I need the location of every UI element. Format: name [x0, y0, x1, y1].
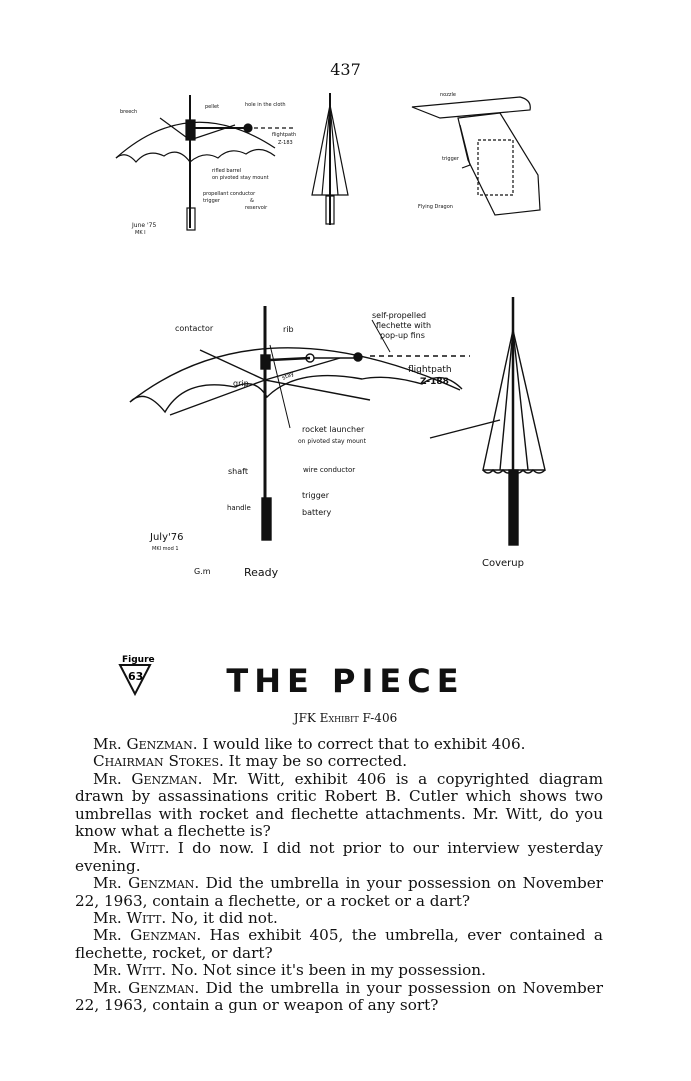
paragraph	[75, 875, 603, 910]
label-mark-1975: MK I	[135, 230, 146, 236]
label-shaft: shaft	[228, 467, 248, 476]
label-wire-conductor: wire conductor	[303, 466, 356, 474]
statement: Did the umbrella in your possession on November 22, 1963, contain a flechette, or a rocket or a dart?	[75, 874, 603, 910]
label-stay: stay	[280, 370, 296, 382]
statement: Mr. Witt, exhibit 406 is a copyrighted diagram drawn by assassinations critic Robert B. Cutler which shows two umbrellas with rocket and flechette attachments. Mr. Witt, do you know what a flechette is?	[75, 769, 603, 841]
speaker: Mr. Genzman.	[93, 926, 202, 945]
label-pellet: pellet	[205, 104, 220, 110]
paragraph	[75, 962, 603, 979]
page-number: 437	[330, 60, 361, 79]
statement: It may be so corrected.	[223, 752, 408, 771]
label-rib: rib	[283, 325, 294, 334]
label-propellant: propellant conductor	[203, 191, 256, 197]
label-breech: breech	[120, 109, 138, 115]
label-rocket-launcher: rocket launcher	[302, 425, 365, 434]
speaker: Mr. Witt.	[93, 961, 167, 980]
speaker: Mr. Genzman.	[93, 735, 198, 753]
label-flying-dragon: Flying Dragon	[418, 204, 453, 210]
speaker: Mr. Witt.	[93, 909, 167, 928]
label-flechette: flechette with	[376, 321, 432, 330]
exhibit-caption: JFK Exhibit F-406	[293, 711, 398, 725]
paragraph	[75, 910, 603, 927]
closed-umbrella-sketch-1976	[430, 297, 545, 545]
paragraph	[75, 771, 603, 841]
paragraph	[75, 736, 603, 753]
label-flightpath-1975: flightpath	[272, 132, 297, 138]
label-nozzle: nozzle	[440, 92, 456, 98]
label-initials: G.m	[194, 567, 211, 576]
speaker: Mr. Genzman.	[93, 978, 200, 997]
closed-umbrella-sketch-1975	[312, 93, 348, 225]
speaker: Chairman Stokes.	[93, 752, 224, 771]
label-and: &	[250, 198, 254, 204]
label-barrel: rifled barrel	[212, 168, 242, 174]
label-mark-1976: MKI mod 1	[152, 546, 179, 552]
label-barrel-mount: on pivoted stay mount	[212, 175, 269, 181]
testimony-text	[75, 736, 603, 1015]
statement: Did the umbrella in your possession on November 22, 1963, contain a gun or weapon of any sort?	[75, 978, 603, 1015]
umbrella-sketch-1976	[130, 306, 470, 540]
label-pop-up-fins: pop-up fins	[380, 331, 425, 340]
statement: No. Not since it's been in my possession.	[166, 961, 486, 980]
label-coverup: Coverup	[482, 558, 524, 569]
label-grip: grip	[233, 379, 249, 388]
label-hole: hole in the cloth	[245, 102, 286, 108]
label-launcher-mount: on pivoted stay mount	[298, 438, 366, 445]
label-handle: handle	[227, 504, 251, 512]
paragraph	[75, 927, 603, 962]
speaker: Mr. Genzman.	[93, 874, 200, 893]
label-date-1975: June '75	[132, 222, 157, 229]
speaker: Mr. Genzman.	[93, 769, 203, 788]
paragraph	[75, 980, 603, 1015]
paragraph	[75, 840, 603, 875]
statement: No, it did not.	[166, 909, 278, 928]
label-flightpath-code-1975: Z-183	[278, 140, 293, 146]
label-trigger-1975: trigger	[203, 198, 220, 204]
paragraph	[75, 753, 603, 770]
figure-title: THE PIECE	[226, 662, 465, 700]
umbrella-sketch-1975	[116, 95, 295, 230]
label-flightpath-code-1976: Z-188	[420, 377, 449, 387]
statement: Has exhibit 405, the umbrella, ever contained a flechette, rocket, or dart?	[75, 926, 603, 962]
label-ready: Ready	[244, 566, 279, 579]
flying-dragon-gun-sketch	[412, 97, 540, 215]
figure-label: Figure	[122, 655, 155, 665]
label-flightpath-1976: flightpath	[408, 365, 452, 375]
label-gun-trigger: trigger	[442, 156, 459, 162]
label-reservoir: reservoir	[245, 205, 268, 211]
statement: I would like to correct that to exhibit 406.	[197, 735, 526, 753]
label-battery: battery	[302, 508, 332, 517]
speaker: Mr. Witt.	[93, 839, 170, 858]
figure-number: 63	[128, 670, 144, 683]
label-trigger-1976: trigger	[302, 491, 330, 500]
label-contactor: contactor	[175, 324, 214, 333]
label-self-propelled: self-propelled	[372, 311, 427, 320]
statement: I do now. I did not prior to our interview yesterday evening.	[75, 839, 603, 875]
label-date-1976: July'76	[150, 532, 184, 543]
